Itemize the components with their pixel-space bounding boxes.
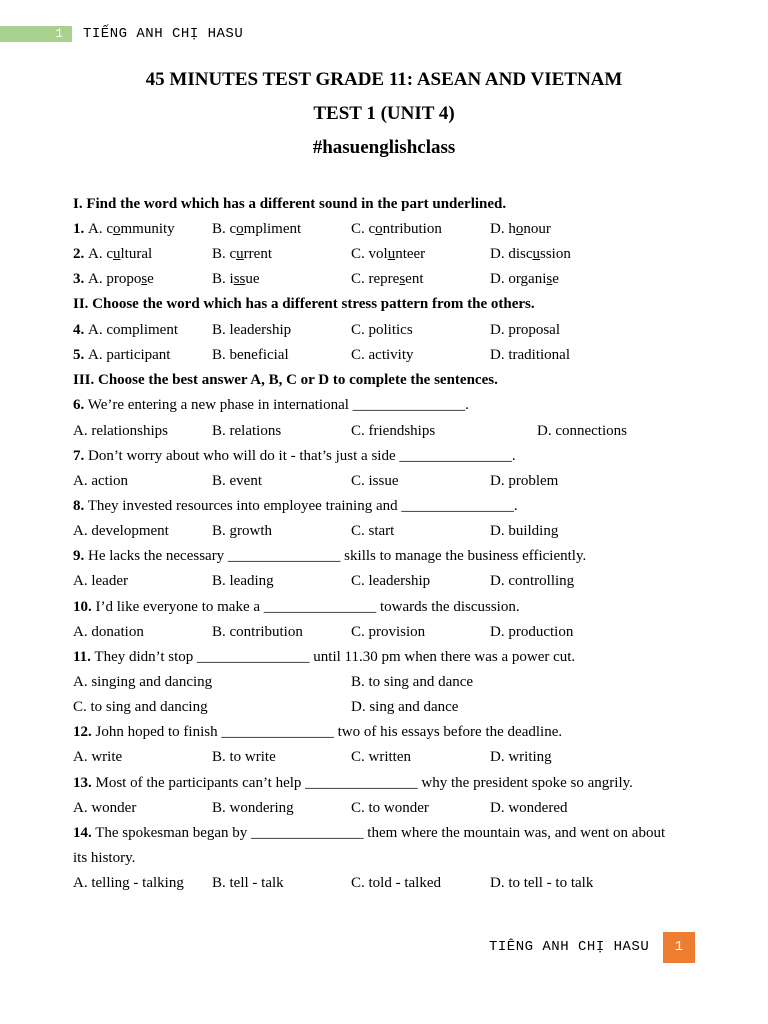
question-number: 11.	[73, 649, 91, 665]
question-text: Don’t worry about who will do it - that’s just a side _______________.	[88, 448, 516, 464]
option-c: C. told - talked	[351, 875, 441, 891]
question-6-stem	[73, 395, 713, 415]
option-c: C. start	[351, 523, 395, 539]
class-hashtag: #hasuenglishclass	[312, 137, 456, 158]
question-text: Most of the participants can’t help _______________ why the president spoke so angrily.	[95, 775, 633, 791]
test-subtitle: TEST 1 (UNIT 4)	[313, 103, 455, 124]
question-number: 3.	[73, 271, 85, 287]
option-a: A. relationships	[73, 423, 168, 439]
option-d: D. traditional	[490, 347, 570, 363]
option-c: C. to wonder	[351, 800, 429, 816]
question-text: We’re entering a new phase in international _______________.	[87, 397, 469, 413]
option-a: A. wonder	[73, 800, 137, 816]
footer-title: TIÊNG ANH CHỊ HASU	[489, 939, 650, 955]
option-a: A. propose	[88, 271, 154, 287]
question-number: 7.	[73, 448, 85, 464]
question-number: 1.	[73, 221, 85, 237]
option-d: D. production	[490, 624, 574, 640]
test-title: 45 MINUTES TEST GRADE 11: ASEAN AND VIETNAM	[145, 69, 623, 90]
footer-page-number: 1	[663, 932, 695, 963]
option-d: D. to tell - to talk	[490, 875, 594, 891]
option-b: B. leading	[212, 573, 274, 589]
option-a: A. development	[73, 523, 169, 539]
question-text: They didn’t stop _______________ until 11.30 pm when there was a power cut.	[94, 649, 576, 665]
option-c: C. activity	[351, 347, 414, 363]
option-c: C. friendships	[351, 423, 436, 439]
option-a: A. leader	[73, 573, 128, 589]
question-number: 13.	[73, 775, 92, 791]
option-a: A. telling - talking	[73, 875, 184, 891]
option-a: A. cultural	[88, 246, 153, 262]
question-number: 8.	[73, 498, 85, 514]
option-c: C. volunteer	[351, 246, 426, 262]
question-8-stem	[73, 496, 713, 516]
question-text: John hoped to finish _______________ two of his essays before the deadline.	[95, 724, 563, 740]
question-2	[73, 244, 713, 264]
option-d: D. problem	[490, 473, 559, 489]
option-c: C. provision	[351, 624, 426, 640]
option-b: B. to write	[212, 749, 276, 765]
question-number: 10.	[73, 599, 92, 615]
question-1	[73, 219, 713, 239]
option-d: D. discussion	[490, 246, 571, 262]
option-d: D. writing	[490, 749, 552, 765]
option-b: B. wondering	[212, 800, 294, 816]
option-c: C. to sing and dancing	[73, 699, 208, 715]
option-b: B. leadership	[212, 322, 292, 338]
question-number: 6.	[73, 397, 85, 413]
option-b: B. beneficial	[212, 347, 289, 363]
option-b: B. relations	[212, 423, 282, 439]
question-number: 9.	[73, 548, 85, 564]
question-number: 12.	[73, 724, 92, 740]
option-a: A. participant	[88, 347, 171, 363]
option-a: A. donation	[73, 624, 144, 640]
option-a: A. community	[88, 221, 175, 237]
option-b: B. contribution	[212, 624, 303, 640]
option-c: C. written	[351, 749, 411, 765]
option-d: D. sing and dance	[351, 699, 459, 715]
option-c: C. contribution	[351, 221, 442, 237]
option-c: C. represent	[351, 271, 424, 287]
question-14-stem	[73, 823, 713, 843]
option-c: C. leadership	[351, 573, 431, 589]
question-3	[73, 269, 713, 289]
option-b: B. issue	[212, 271, 260, 287]
option-d: D. honour	[490, 221, 551, 237]
option-a: A. action	[73, 473, 128, 489]
option-d: D. building	[490, 523, 559, 539]
question-number: 14.	[73, 825, 92, 841]
question-number: 2.	[73, 246, 85, 262]
option-d: D. connections	[537, 423, 627, 439]
option-c: C. politics	[351, 322, 413, 338]
option-b: B. current	[212, 246, 272, 262]
question-11-stem	[73, 647, 713, 667]
question-text: They invested resources into employee training and _______________.	[87, 498, 518, 514]
option-b: B. to sing and dance	[351, 674, 474, 690]
option-c: C. issue	[351, 473, 399, 489]
header-title: TIẾNG ANH CHỊ HASU	[83, 26, 244, 42]
option-b: B. tell - talk	[212, 875, 284, 891]
section-2-heading: II. Choose the word which has a different stress pattern from the others.	[73, 296, 535, 312]
option-d: D. organise	[490, 271, 559, 287]
question-4	[73, 320, 713, 340]
question-10-stem	[73, 597, 713, 617]
question-7-stem	[73, 446, 713, 466]
question-number: 5.	[73, 347, 85, 363]
option-a: A. compliment	[88, 322, 178, 338]
question-5	[73, 345, 713, 365]
question-text: He lacks the necessary _______________ skills to manage the business efficiently.	[88, 548, 587, 564]
option-d: D. wondered	[490, 800, 568, 816]
question-text: I’d like everyone to make a _______________ towards the discussion.	[95, 599, 520, 615]
option-b: B. growth	[212, 523, 272, 539]
option-a: A. write	[73, 749, 123, 765]
question-number: 4.	[73, 322, 85, 338]
section-1-heading: I. Find the word which has a different sound in the part underlined.	[73, 196, 507, 212]
section-3-heading: III. Choose the best answer A, B, C or D to complete the sentences.	[73, 372, 498, 388]
question-12-stem	[73, 722, 713, 742]
question-14-stem-continued: its history.	[73, 850, 136, 866]
option-b: B. event	[212, 473, 262, 489]
option-b: B. compliment	[212, 221, 302, 237]
question-9-stem	[73, 546, 713, 566]
option-a: A. singing and dancing	[73, 674, 213, 690]
option-d: D. controlling	[490, 573, 575, 589]
question-13-stem	[73, 773, 713, 793]
option-d: D. proposal	[490, 322, 560, 338]
question-text: The spokesman began by _______________ them where the mountain was, and went on about	[95, 825, 666, 841]
header-page-number: 1	[55, 26, 63, 41]
